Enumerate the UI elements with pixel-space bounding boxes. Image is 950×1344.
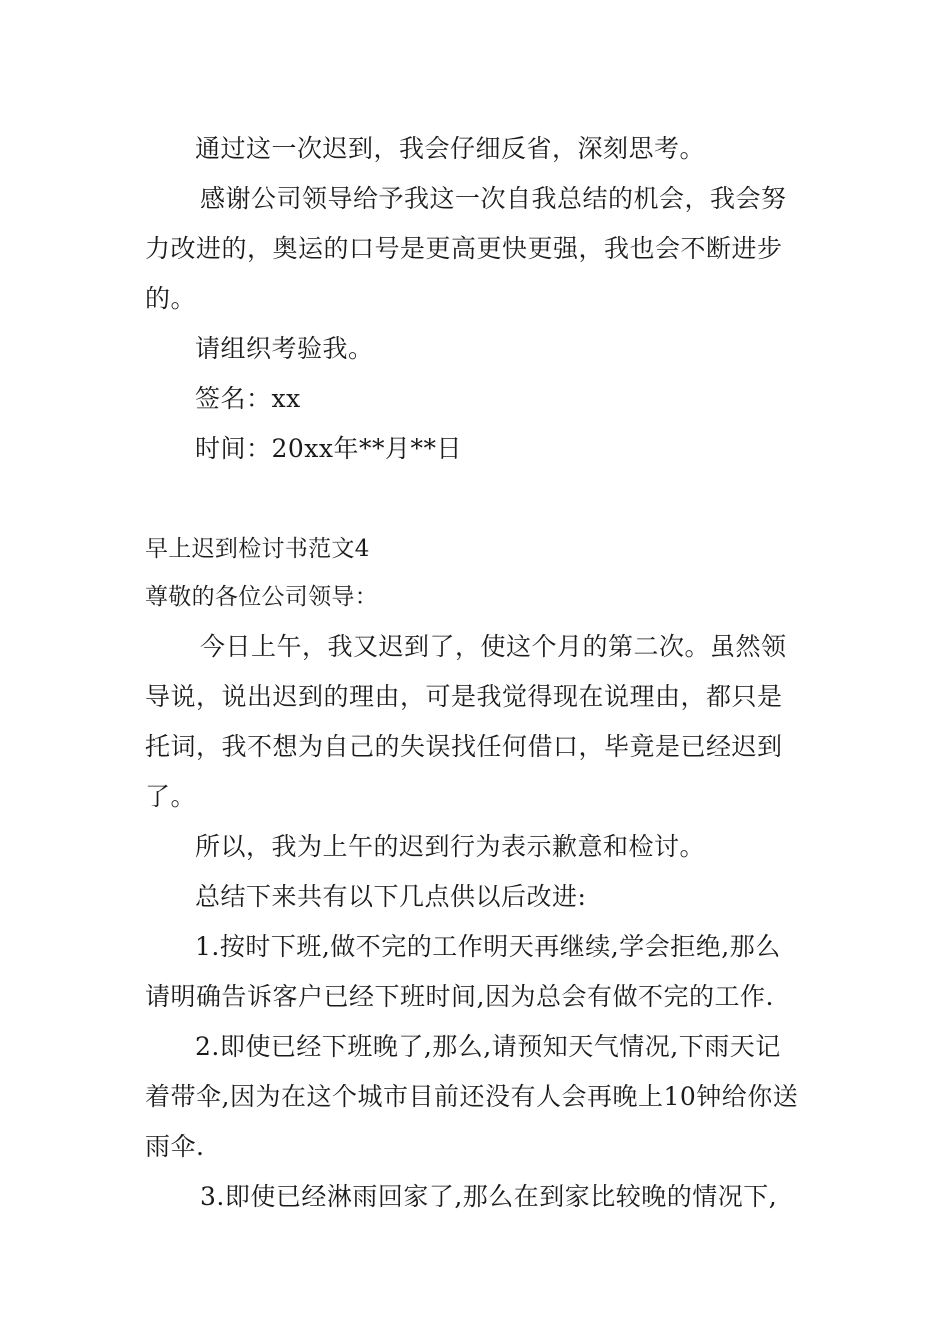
- paragraph-line: 了。: [145, 782, 197, 811]
- paragraph-line: 力改进的，奥运的口号是更高更快更强，我也会不断进步: [145, 234, 783, 263]
- list-item-line: 3.即使已经淋雨回家了,那么在到家比较晚的情况下,: [200, 1182, 778, 1211]
- paragraph-line: 总结下来共有以下几点供以后改进:: [195, 882, 587, 911]
- list-item-line: 着带伞,因为在这个城市目前还没有人会再晚上10钟给你送: [145, 1082, 799, 1111]
- list-item-line: 雨伞.: [145, 1132, 205, 1161]
- paragraph-line: 导说，说出迟到的理由，可是我觉得现在说理由，都只是: [145, 682, 783, 711]
- paragraph-line: 的。: [145, 284, 197, 313]
- paragraph-line: 请组织考验我。: [195, 334, 374, 363]
- list-item-line: 1.按时下班,做不完的工作明天再继续,学会拒绝,那么: [195, 932, 781, 961]
- signature-line: 签名：xx: [195, 384, 301, 413]
- paragraph-line: 感谢公司领导给予我这一次自我总结的机会，我会努: [200, 184, 787, 213]
- paragraph-line: 今日上午，我又迟到了，使这个月的第二次。虽然领: [200, 632, 787, 661]
- list-item-line: 请明确告诉客户已经下班时间,因为总会有做不完的工作.: [145, 982, 774, 1011]
- paragraph-line: 所以，我为上午的迟到行为表示歉意和检讨。: [195, 832, 706, 861]
- section-heading: 早上迟到检讨书范文4: [145, 536, 370, 562]
- salutation: 尊敬的各位公司领导：: [145, 584, 378, 610]
- date-line: 时间：20xx年**月**日: [195, 434, 463, 463]
- paragraph-line: 通过这一次迟到，我会仔细反省，深刻思考。: [195, 134, 706, 163]
- paragraph-line: 托词，我不想为自己的失误找任何借口，毕竟是已经迟到: [145, 732, 783, 761]
- list-item-line: 2.即使已经下班晚了,那么,请预知天气情况,下雨天记: [195, 1032, 781, 1061]
